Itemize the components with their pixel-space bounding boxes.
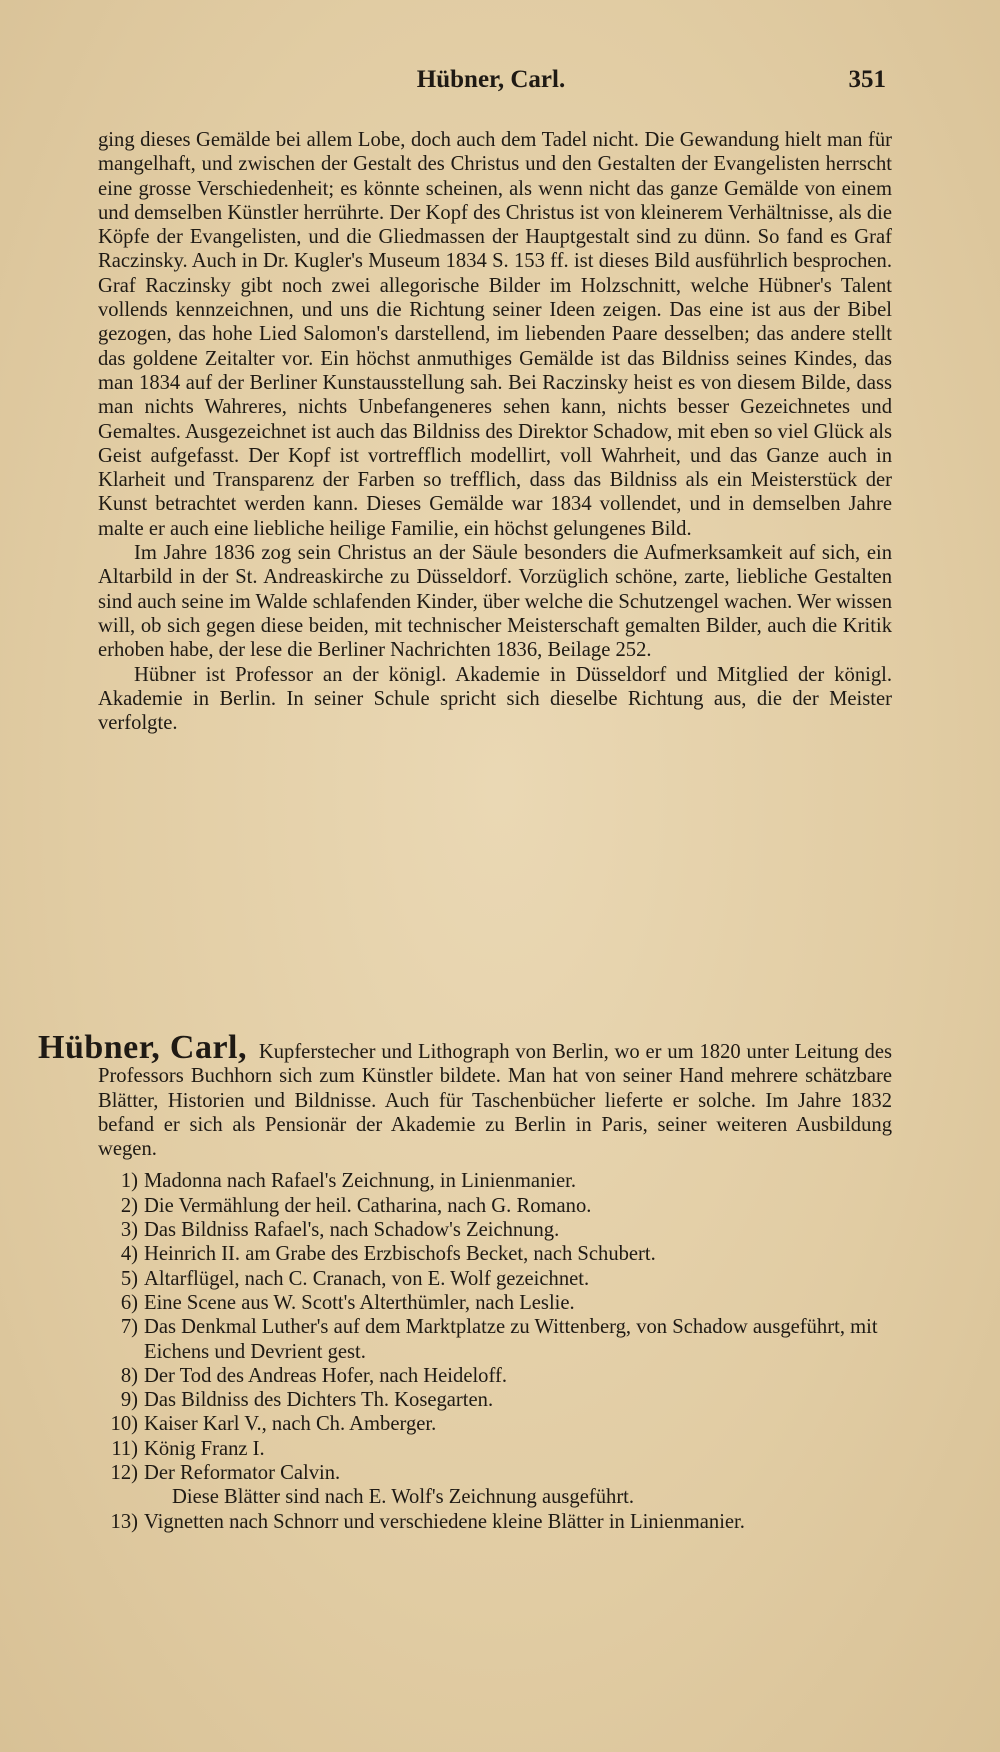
item-number: 12) <box>110 1462 138 1485</box>
item-title: Eine Scene aus W. Scott's Alterthümler, nach Leslie. <box>144 1291 575 1314</box>
item-title: Der Tod des Andreas Hofer, nach Heideloff. <box>144 1364 507 1387</box>
list-item <box>98 1267 892 1291</box>
paragraph: Hübner ist Professor an der königl. Akademie in Düsseldorf und Mitglied der königl. Akademie in Berlin. In seiner Schule spricht sich dieselbe Richtung aus, die der Meister verfolgte. <box>98 663 892 735</box>
item-title: Das Bildniss des Dichters Th. Kosegarten. <box>144 1389 494 1412</box>
item-title: Die Vermählung der heil. Catharina, nach G. Romano. <box>144 1194 592 1217</box>
item-title: Altarflügel, nach C. Cranach, von E. Wolf gezeichnet. <box>144 1267 590 1290</box>
list-item <box>98 1194 892 1218</box>
item-number: 7) <box>120 1316 138 1339</box>
item-number: 11) <box>111 1437 138 1460</box>
list-item <box>98 1461 892 1485</box>
item-number: 2) <box>120 1194 138 1217</box>
list-item <box>98 1437 892 1461</box>
item-title: König Franz I. <box>144 1437 265 1460</box>
works-list-continued <box>38 1510 892 1534</box>
item-title: Madonna nach Rafael's Zeichnung, in Linienmanier. <box>144 1170 577 1193</box>
entry-name: Hübner, Carl, <box>38 1029 248 1066</box>
list-item <box>98 1169 892 1193</box>
item-number: 3) <box>120 1219 138 1242</box>
entry-intro-paragraph <box>38 1029 893 1161</box>
list-item <box>98 1218 892 1242</box>
item-title: Das Bildniss Rafael's, nach Schadow's Zeichnung. <box>144 1219 560 1242</box>
item-number: 13) <box>110 1510 138 1533</box>
item-number: 5) <box>120 1267 138 1290</box>
paragraph: ging dieses Gemälde bei allem Lobe, doch auch dem Tadel nicht. Die Gewandung hielt man für mangelhaft, und zwischen der Gestalt des Christus und den Gestalten der Evangelisten herrscht eine grosse Verschiedenheit; es könnte scheinen, als wenn nicht das ganze Gemälde von einem und demselben Künstler herrührte. Der Kopf des Christus ist von kleinerem Verhältnisse, als die Köpfe der Evangelisten, und die Gliedmassen der Hauptgestalt sind zu dünn. So fand es Graf Raczinsky. Auch in Dr. Kugler's Museum 1834 S. 153 ff. ist dieses Bild ausführlich besprochen. Graf Raczinsky gibt noch zwei allegorische Bilder im Holzschnitt, welche Hübner's Talent vollends kennzeichnen, und uns die Richtung seiner Ideen zeigen. Das eine ist aus der Bibel gezogen, das hohe Lied Salomon's darstellend, im liebenden Paare desselben; das andere stellt das goldene Zeitalter vor. Ein höchst anmuthiges Gemälde ist das Bildniss seines Kindes, das man 1834 auf der Berliner Kunstausstellung sah. Bei Raczinsky heist es von diesem Bilde, dass man nichts Wahreres, nichts Unbefangeneres sehen kann, nichts besser Gezeichnetes und Gemaltes. Ausgezeichnet ist auch das Bildniss des Direktor Schadow, mit eben so viel Glück als Geist aufgefasst. Der Kopf ist vortrefflich modellirt, voll Wahrheit, und das Ganze auch in Klarheit und Transparenz der Farben so trefflich, dass das Bildniss als ein Meisterstück der Kunst betrachtet werden kann. Dieses Gemälde war 1834 vollendet, und in demselben Jahre malte er auch eine liebliche heilige Familie, ein höchst gelungenes Bild. <box>98 129 892 540</box>
item-title: Vignetten nach Schnorr und verschiedene kleine Blätter in Linienmanier. <box>144 1510 745 1533</box>
list-item <box>98 1315 892 1364</box>
works-list <box>38 1169 892 1485</box>
list-item <box>98 1510 892 1534</box>
list-item <box>98 1364 892 1388</box>
entry-intro-text: Kupferstecher und Lithograph von Berlin, wo er um 1820 unter Leitung des Professors Buchhorn sich zum Künstler bildete. Man hat von seiner Hand mehrere schätzbare Blätter, Historien und Bildnisse. Auch für Taschenbücher lieferte er solche. Im Jahre 1832 befand er sich als Pensionär der Akademie zu Berlin in Paris, seiner weiteren Ausbildung wegen. <box>98 1041 893 1161</box>
running-head: Hübner, Carl. <box>416 66 566 93</box>
item-title: Der Reformator Calvin. <box>144 1462 341 1485</box>
item-number: 6) <box>120 1291 138 1314</box>
paragraph: Im Jahre 1836 zog sein Christus an der Säule besonders die Aufmerksamkeit auf sich, ein Altarbild in der St. Andreaskirche zu Düsseldorf. Vorzüglich schöne, zarte, liebliche Gestalten sind auch seine im Walde schlafenden Kinder, über welche die Schutzengel wachen. Wer wissen will, ob sich gegen diese beiden, mit technischer Meisterschaft gemalten Bilder, auch die Kritik erhoben habe, der lese die Berliner Nachrichten 1836, Beilage 252. <box>98 542 892 662</box>
item-title: Kaiser Karl V., nach Ch. Amberger. <box>144 1413 437 1436</box>
page-header <box>88 66 894 106</box>
item-number: 1) <box>120 1170 138 1193</box>
list-item <box>98 1412 892 1436</box>
item-number: 4) <box>120 1243 138 1266</box>
dictionary-entry <box>38 1029 893 1534</box>
list-item <box>98 1388 892 1412</box>
item-number: 9) <box>120 1389 138 1412</box>
item-title: Das Denkmal Luther's auf dem Marktplatze zu Wittenberg, von Schadow ausgeführt, mit Eichens und Devrient gest. <box>144 1316 878 1363</box>
list-item <box>98 1291 892 1315</box>
works-note: Diese Blätter sind nach E. Wolf's Zeichnung ausgeführt. <box>172 1486 635 1509</box>
list-item <box>98 1242 892 1266</box>
item-number: 8) <box>120 1364 138 1387</box>
page-number: 351 <box>848 66 886 93</box>
body-text <box>98 128 892 735</box>
item-number: 10) <box>110 1413 138 1436</box>
item-title: Heinrich II. am Grabe des Erzbischofs Becket, nach Schubert. <box>144 1243 656 1266</box>
